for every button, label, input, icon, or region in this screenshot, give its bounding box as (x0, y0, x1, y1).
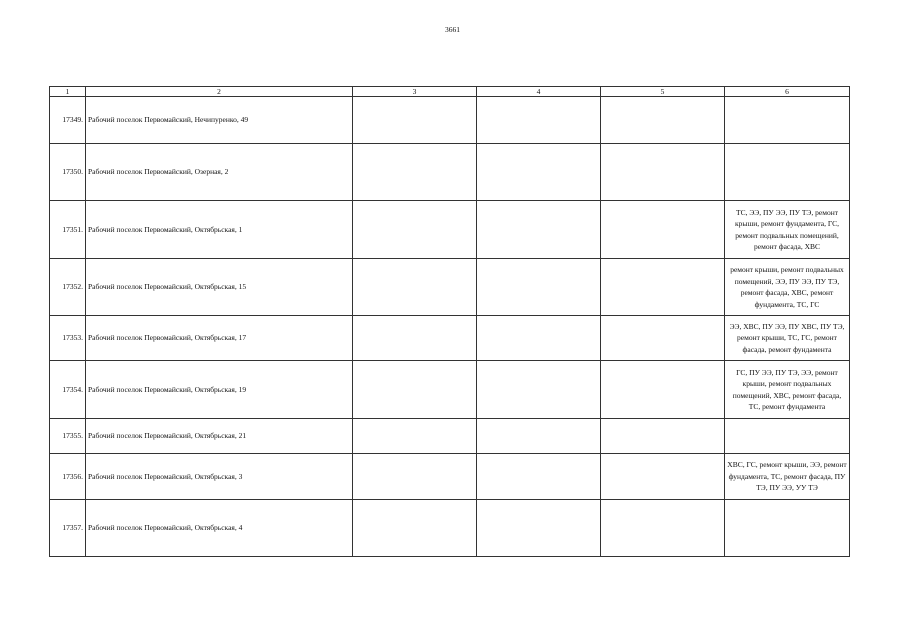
row-works (725, 419, 850, 454)
row-col4 (477, 144, 601, 201)
page-number: 3661 (445, 25, 460, 34)
row-works: ТС, ЭЭ, ПУ ЭЭ, ПУ ТЭ, ремонт крыши, ремонт фундамента, ГС, ремонт подвальных помещений, ремонт фасада, ХВС (725, 201, 850, 259)
column-header-1: 1 (50, 87, 86, 97)
row-number: 17356. (50, 454, 86, 500)
row-works (725, 144, 850, 201)
column-header-2: 2 (86, 87, 353, 97)
row-col4 (477, 361, 601, 419)
row-address: Рабочий поселок Первомайский, Октябрьская, 1 (86, 201, 353, 259)
table-row (50, 259, 850, 316)
row-col4 (477, 454, 601, 500)
row-works: ГС, ПУ ЭЭ, ПУ ТЭ, ЭЭ, ремонт крыши, ремонт подвальных помещений, ХВС, ремонт фасада, ТС, ремонт фундамента (725, 361, 850, 419)
table-row (50, 361, 850, 419)
row-col3 (353, 259, 477, 316)
row-number: 17354. (50, 361, 86, 419)
row-col4 (477, 259, 601, 316)
row-address: Рабочий поселок Первомайский, Октябрьская, 17 (86, 316, 353, 361)
row-col5 (601, 144, 725, 201)
row-col3 (353, 201, 477, 259)
row-works: ХВС, ГС, ремонт крыши, ЭЭ, ремонт фундамента, ТС, ремонт фасада, ПУ ТЭ, ПУ ЭЭ, УУ ТЭ (725, 454, 850, 500)
header-row (50, 87, 850, 97)
row-col3 (353, 144, 477, 201)
row-number: 17349. (50, 97, 86, 144)
row-col5 (601, 259, 725, 316)
row-col5 (601, 97, 725, 144)
row-number: 17353. (50, 316, 86, 361)
row-col3 (353, 316, 477, 361)
table-row (50, 419, 850, 454)
row-number: 17357. (50, 500, 86, 557)
column-header-3: 3 (353, 87, 477, 97)
table-row (50, 201, 850, 259)
row-address: Рабочий поселок Первомайский, Октябрьская, 15 (86, 259, 353, 316)
column-header-5: 5 (601, 87, 725, 97)
table-row (50, 500, 850, 557)
row-works (725, 500, 850, 557)
row-address: Рабочий поселок Первомайский, Октябрьская, 4 (86, 500, 353, 557)
row-col3 (353, 500, 477, 557)
row-col3 (353, 361, 477, 419)
row-col5 (601, 500, 725, 557)
row-number: 17355. (50, 419, 86, 454)
row-address: Рабочий поселок Первомайский, Октябрьская, 19 (86, 361, 353, 419)
row-col5 (601, 201, 725, 259)
table-row (50, 454, 850, 500)
row-number: 17350. (50, 144, 86, 201)
column-header-4: 4 (477, 87, 601, 97)
row-col4 (477, 201, 601, 259)
table-row (50, 144, 850, 201)
row-col4 (477, 419, 601, 454)
row-address: Рабочий поселок Первомайский, Октябрьская, 3 (86, 454, 353, 500)
row-col3 (353, 454, 477, 500)
row-col3 (353, 419, 477, 454)
row-address: Рабочий поселок Первомайский, Озерная, 2 (86, 144, 353, 201)
row-number: 17352. (50, 259, 86, 316)
table-row (50, 97, 850, 144)
address-works-table (49, 86, 850, 557)
row-col4 (477, 500, 601, 557)
row-col5 (601, 316, 725, 361)
row-col4 (477, 97, 601, 144)
row-col5 (601, 361, 725, 419)
table-row (50, 316, 850, 361)
row-address: Рабочий поселок Первомайский, Октябрьская, 21 (86, 419, 353, 454)
row-works: ЭЭ, ХВС, ПУ ЭЭ, ПУ ХВС, ПУ ТЭ, ремонт крыши, ТС, ГС, ремонт фасада, ремонт фундамента (725, 316, 850, 361)
row-number: 17351. (50, 201, 86, 259)
row-col5 (601, 419, 725, 454)
row-address: Рабочий поселок Первомайский, Нечипуренко, 49 (86, 97, 353, 144)
column-header-6: 6 (725, 87, 850, 97)
row-col3 (353, 97, 477, 144)
row-works: ремонт крыши, ремонт подвальных помещений, ЭЭ, ПУ ЭЭ, ПУ ТЭ, ремонт фасада, ХВС, ремонт фундамента, ТС, ГС (725, 259, 850, 316)
row-col5 (601, 454, 725, 500)
row-works (725, 97, 850, 144)
row-col4 (477, 316, 601, 361)
